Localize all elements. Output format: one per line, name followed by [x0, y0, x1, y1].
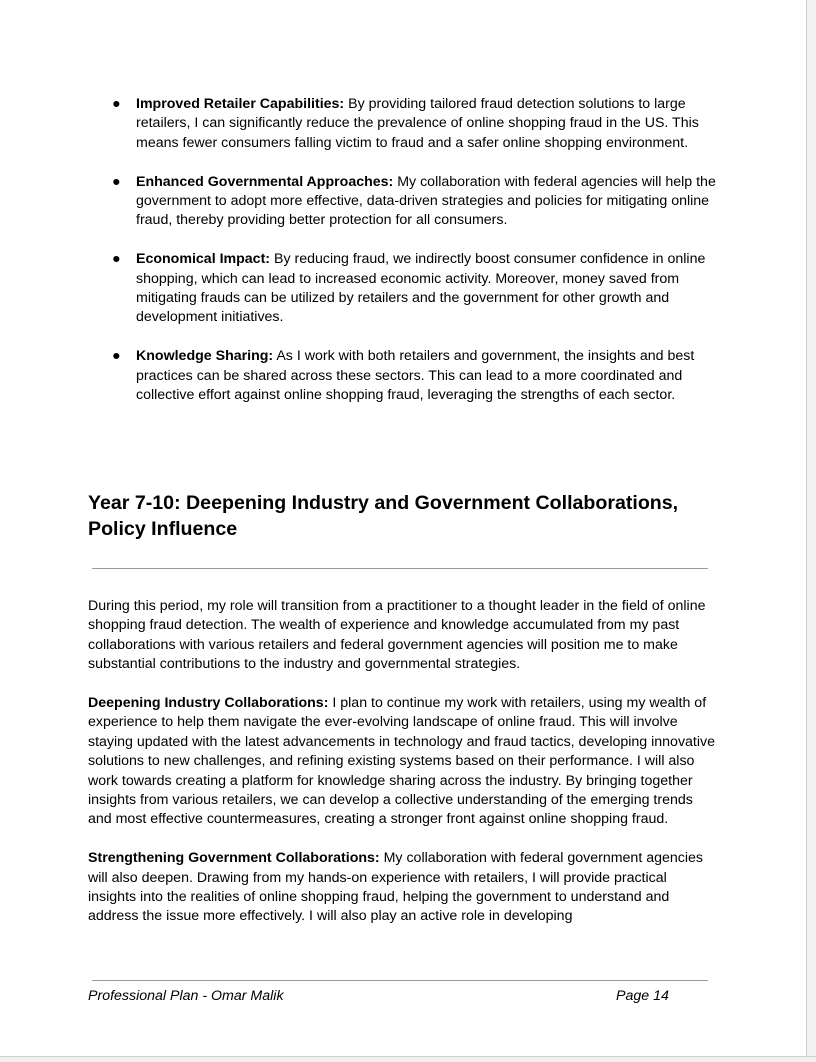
- bullet-text: By providing tailored fraud detection solutions to large retailers, I can significantly reduce the prevalence of online shopping fraud in the US. This means fewer consumers falling victim to fraud and a safer online shopping environment.: [136, 96, 699, 151]
- government-collaborations-paragraph: [88, 849, 718, 927]
- paragraph-title: Deepening Industry Collaborations:: [88, 695, 329, 712]
- bullet-icon: ●: [112, 173, 121, 190]
- bullet-icon: ●: [112, 96, 121, 112]
- footer-page-number: Page 14: [616, 988, 669, 1004]
- bullet-text: My collaboration with federal agencies will help the government to adopt more effective, data-driven strategies and policies for mitigating online fraud, thereby providing better protection for all consumers.: [136, 173, 716, 229]
- footer-document-title: Professional Plan - Omar Malik: [88, 988, 284, 1004]
- page-edge-right: [806, 0, 816, 1062]
- bullet-item-retailer-capabilities: [112, 95, 716, 153]
- page-edge-bottom: [0, 1056, 816, 1062]
- bullet-title: Enhanced Governmental Approaches:: [136, 173, 394, 190]
- bullet-text: As I work with both retailers and government, the insights and best practices can be shared across these sectors. This can lead to a more coordinated and collective effort against online shopping fraud, leveraging the strengths of each sector.: [136, 348, 695, 404]
- intro-paragraph: During this period, my role will transition from a practitioner to a thought leader in the field of online shopping fraud detection. The wealth of experience and knowledge accumulated from my past collaborations with various retailers and federal government agencies will position me to make substantial contributions to the industry and governmental strategies.: [88, 598, 706, 673]
- bullet-item-governmental-approaches: [112, 173, 716, 231]
- bullet-item-knowledge-sharing: [112, 347, 716, 405]
- bullet-icon: ●: [112, 348, 121, 365]
- industry-collaborations-paragraph: [88, 694, 718, 830]
- paragraph-title: Strengthening Government Collaborations:: [88, 850, 380, 867]
- bullet-icon: ●: [112, 251, 121, 268]
- footer-divider: [92, 980, 708, 981]
- benefits-bullet-list: [112, 95, 716, 425]
- bullet-title: Improved Retailer Capabilities:: [136, 96, 345, 112]
- bullet-text: By reducing fraud, we indirectly boost consumer confidence in online shopping, which can lead to increased economic activity. Moreover, money saved from mitigating frauds can be utilized by retailers and the government for other growth and development initiatives.: [136, 251, 706, 326]
- section-heading: Year 7-10: Deepening Industry and Government Collaborations, Policy Influence: [88, 492, 679, 540]
- section-body: [88, 597, 718, 946]
- bullet-title: Economical Impact:: [136, 251, 271, 268]
- bullet-item-economical-impact: [112, 250, 716, 328]
- bullet-title: Knowledge Sharing:: [136, 348, 274, 365]
- paragraph-text: I plan to continue my work with retailers, using my wealth of experience to help them navigate the ever-evolving landscape of online fraud. This will involve staying updated with the latest advancements in technology and fraud tactics, developing innovative solutions to new challenges, and refining existing systems based on their performance. I will also work towards creating a platform for knowledge sharing across the industry. By bringing together insights from various retailers, we can develop a collective understanding of the emerging trends and most effective countermeasures, creating a stronger front against online shopping fraud.: [88, 695, 716, 828]
- section-divider: [92, 568, 708, 569]
- paragraph-text: My collaboration with federal government agencies will also deepen. Drawing from my hands-on experience with retailers, I will provide practical insights into the realities of online shopping fraud, helping the government to understand and address the issue more effectively. I will also play an active role in developing: [88, 850, 704, 925]
